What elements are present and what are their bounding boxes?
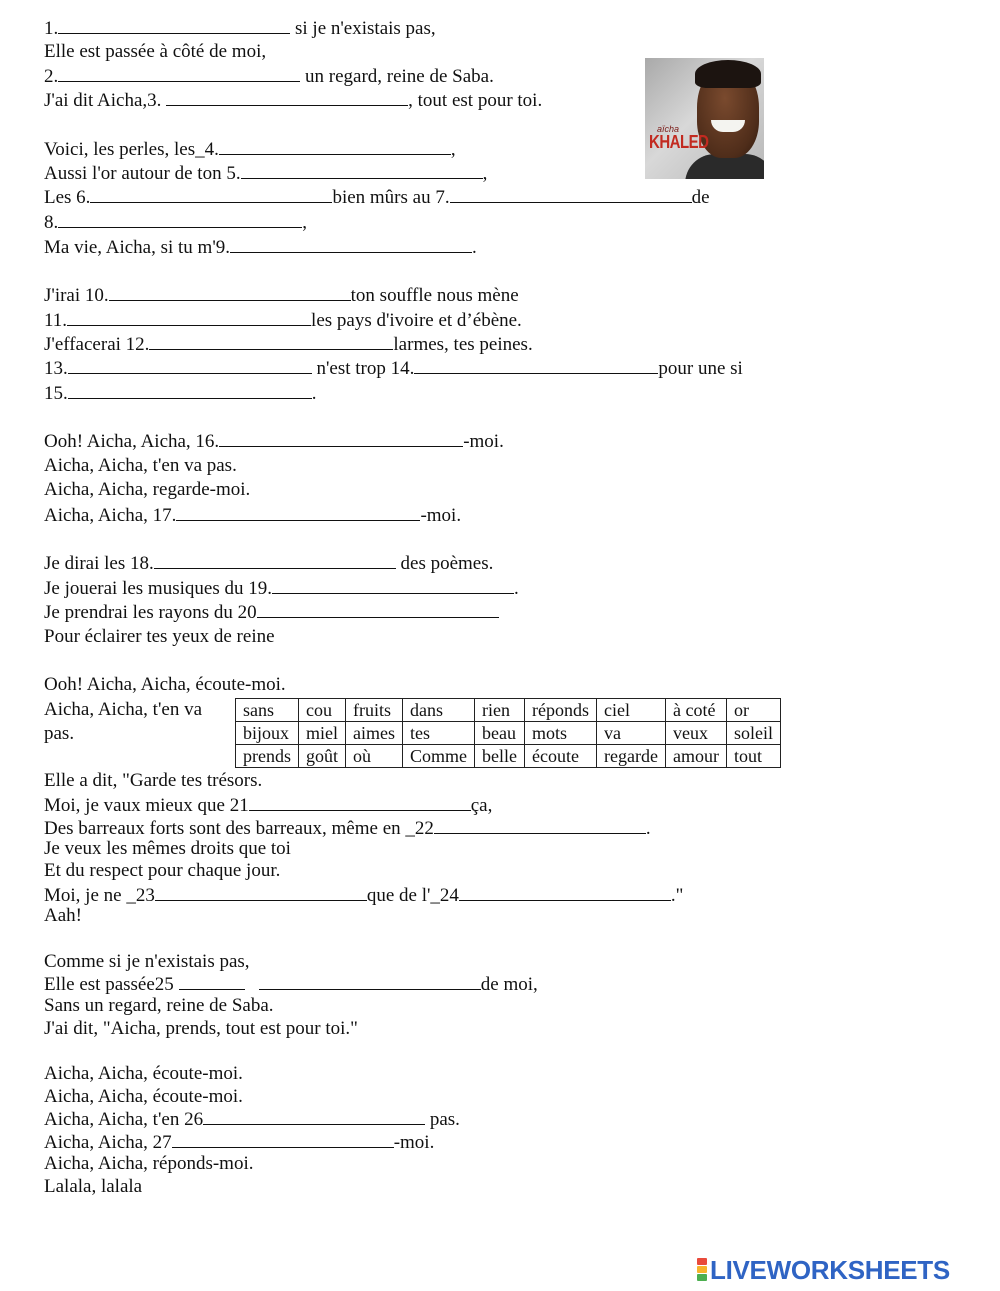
lyric-line-25: pas.	[44, 723, 75, 744]
blank-3[interactable]	[166, 89, 408, 106]
cover-hair	[695, 60, 761, 88]
lyric-line-1: 1. si je n'existais pas,	[44, 18, 436, 39]
blank-14[interactable]	[414, 357, 658, 374]
blank-6[interactable]	[90, 186, 332, 203]
lyric-line-4: J'ai dit Aicha,3. , tout est pour toi.	[44, 90, 543, 111]
blank-15[interactable]	[68, 382, 312, 399]
word-bank-cell: tes	[403, 722, 475, 745]
word-bank-cell: goût	[299, 745, 346, 768]
lyric-line-3: 2. un regard, reine de Saba.	[44, 66, 494, 87]
album-cover-image	[645, 58, 764, 179]
blank-22[interactable]	[434, 817, 646, 834]
blank-25a[interactable]	[179, 973, 245, 990]
word-bank-cell: rien	[475, 699, 525, 722]
blank-1[interactable]	[58, 17, 290, 34]
lyric-line-31: Moi, je ne _23 que de l'_24 ."	[44, 885, 684, 906]
lyric-line-26: Elle a dit, "Garde tes trésors.	[44, 770, 263, 791]
lyric-line-6: Aussi l'or autour de ton 5. ,	[44, 163, 488, 184]
word-bank-cell: va	[597, 722, 666, 745]
lyric-line-36: J'ai dit, "Aicha, prends, tout est pour toi."	[44, 1018, 358, 1039]
blank-25b[interactable]	[259, 973, 481, 990]
word-bank-cell: soleil	[726, 722, 780, 745]
blank-16[interactable]	[219, 430, 463, 447]
lyric-line-35: Sans un regard, reine de Saba.	[44, 995, 274, 1016]
cover-artist: KHALED	[649, 131, 709, 154]
word-bank-table	[235, 698, 781, 768]
logo-text: LIVEWORKSHEETS	[710, 1254, 950, 1285]
badge-block-red	[697, 1258, 707, 1265]
lyric-line-16: Aicha, Aicha, t'en va pas.	[44, 455, 237, 476]
lyric-line-2: Elle est passée à côté de moi,	[44, 41, 267, 62]
blank-12[interactable]	[149, 333, 393, 350]
blank-8[interactable]	[58, 211, 302, 228]
word-bank-cell: or	[726, 699, 780, 722]
lyric-line-20: Je jouerai les musiques du 19. .	[44, 578, 519, 599]
blank-27[interactable]	[172, 1131, 394, 1148]
lyric-line-13: 13. n'est trop 14. pour une si	[44, 358, 743, 379]
lyric-line-19: Je dirai les 18. des poèmes.	[44, 553, 494, 574]
word-bank-cell: écoute	[525, 745, 597, 768]
word-bank-cell: regarde	[597, 745, 666, 768]
lyric-line-10: J'irai 10. ton souffle nous mène	[44, 285, 519, 306]
lyric-line-21: Je prendrai les rayons du 20	[44, 601, 499, 623]
blank-20[interactable]	[257, 601, 499, 618]
blank-7[interactable]	[450, 186, 692, 203]
lyric-line-5: Voici, les perles, les_4. ,	[44, 139, 456, 160]
lyric-line-15: Ooh! Aicha, Aicha, 16. -moi.	[44, 431, 504, 452]
badge-block-yellow	[697, 1266, 707, 1273]
blank-9[interactable]	[230, 236, 472, 253]
word-bank-cell: fruits	[346, 699, 403, 722]
lyric-line-12: J'effacerai 12. larmes, tes peines.	[44, 334, 533, 355]
word-bank-cell: tout	[726, 745, 780, 768]
word-bank-cell: mots	[525, 722, 597, 745]
word-bank-cell: amour	[665, 745, 726, 768]
lyric-line-40: Aicha, Aicha, 27 -moi.	[44, 1132, 435, 1153]
blank-24[interactable]	[459, 884, 671, 901]
word-bank-row	[236, 722, 781, 745]
lyric-line-11: 11. les pays d'ivoire et d’ébène.	[44, 310, 522, 331]
word-bank-cell: bijoux	[236, 722, 299, 745]
word-bank-cell: dans	[403, 699, 475, 722]
lyric-line-8: 8. ,	[44, 212, 307, 233]
lyric-line-37: Aicha, Aicha, écoute-moi.	[44, 1063, 243, 1084]
word-bank-cell: belle	[475, 745, 525, 768]
lyric-line-23: Ooh! Aicha, Aicha, écoute-moi.	[44, 674, 286, 695]
blank-5[interactable]	[241, 162, 483, 179]
word-bank-cell: où	[346, 745, 403, 768]
liveworksheets-logo	[697, 1255, 950, 1285]
lyric-line-39: Aicha, Aicha, t'en 26 pas.	[44, 1109, 460, 1130]
lyric-line-30: Et du respect pour chaque jour.	[44, 860, 281, 881]
word-bank-cell: cou	[299, 699, 346, 722]
lyric-line-28: Des barreaux forts sont des barreaux, même en _22 .	[44, 818, 651, 839]
word-bank-cell: à coté	[665, 699, 726, 722]
lyric-line-9: Ma vie, Aicha, si tu m'9. .	[44, 237, 477, 258]
lyric-line-24: Aicha, Aicha, t'en va	[44, 699, 203, 720]
word-bank-cell: veux	[665, 722, 726, 745]
blank-11[interactable]	[67, 309, 311, 326]
blank-2[interactable]	[58, 65, 300, 82]
lyric-line-22: Pour éclairer tes yeux de reine	[44, 626, 275, 647]
blank-18[interactable]	[154, 552, 396, 569]
lyric-line-41: Aicha, Aicha, réponds-moi.	[44, 1153, 254, 1174]
lyric-line-32: Aah!	[44, 905, 82, 926]
blank-21[interactable]	[249, 794, 471, 811]
word-bank-cell: miel	[299, 722, 346, 745]
logo-badge-icon	[697, 1258, 707, 1282]
word-bank-cell: Comme	[403, 745, 475, 768]
word-bank-cell: aimes	[346, 722, 403, 745]
blank-26[interactable]	[203, 1108, 425, 1125]
lyric-line-14: 15. .	[44, 383, 317, 404]
blank-23[interactable]	[155, 884, 367, 901]
word-bank-row	[236, 745, 781, 768]
lyric-line-29: Je veux les mêmes droits que toi	[44, 838, 291, 859]
lyric-line-17: Aicha, Aicha, regarde-moi.	[44, 479, 251, 500]
lyric-line-38: Aicha, Aicha, écoute-moi.	[44, 1086, 243, 1107]
lyric-line-7: Les 6. bien mûrs au 7. de	[44, 187, 710, 208]
lyric-line-34: Elle est passée25 de moi,	[44, 974, 538, 995]
word-bank-cell: prends	[236, 745, 299, 768]
word-bank-cell: beau	[475, 722, 525, 745]
word-bank-cell: réponds	[525, 699, 597, 722]
blank-17[interactable]	[176, 504, 420, 521]
word-bank-cell: sans	[236, 699, 299, 722]
lyric-line-33: Comme si je n'existais pas,	[44, 951, 250, 972]
blank-19[interactable]	[272, 577, 514, 594]
cover-subtitle: aïcha	[657, 124, 680, 134]
blank-4[interactable]	[219, 138, 451, 155]
lyric-line-42: Lalala, lalala	[44, 1176, 143, 1197]
badge-block-green	[697, 1274, 707, 1281]
blank-10[interactable]	[109, 284, 351, 301]
lyric-line-27: Moi, je vaux mieux que 21 ça,	[44, 795, 493, 816]
word-bank-cell: ciel	[597, 699, 666, 722]
lyric-line-18: Aicha, Aicha, 17. -moi.	[44, 505, 462, 526]
blank-13[interactable]	[68, 357, 312, 374]
word-bank-row	[236, 699, 781, 722]
